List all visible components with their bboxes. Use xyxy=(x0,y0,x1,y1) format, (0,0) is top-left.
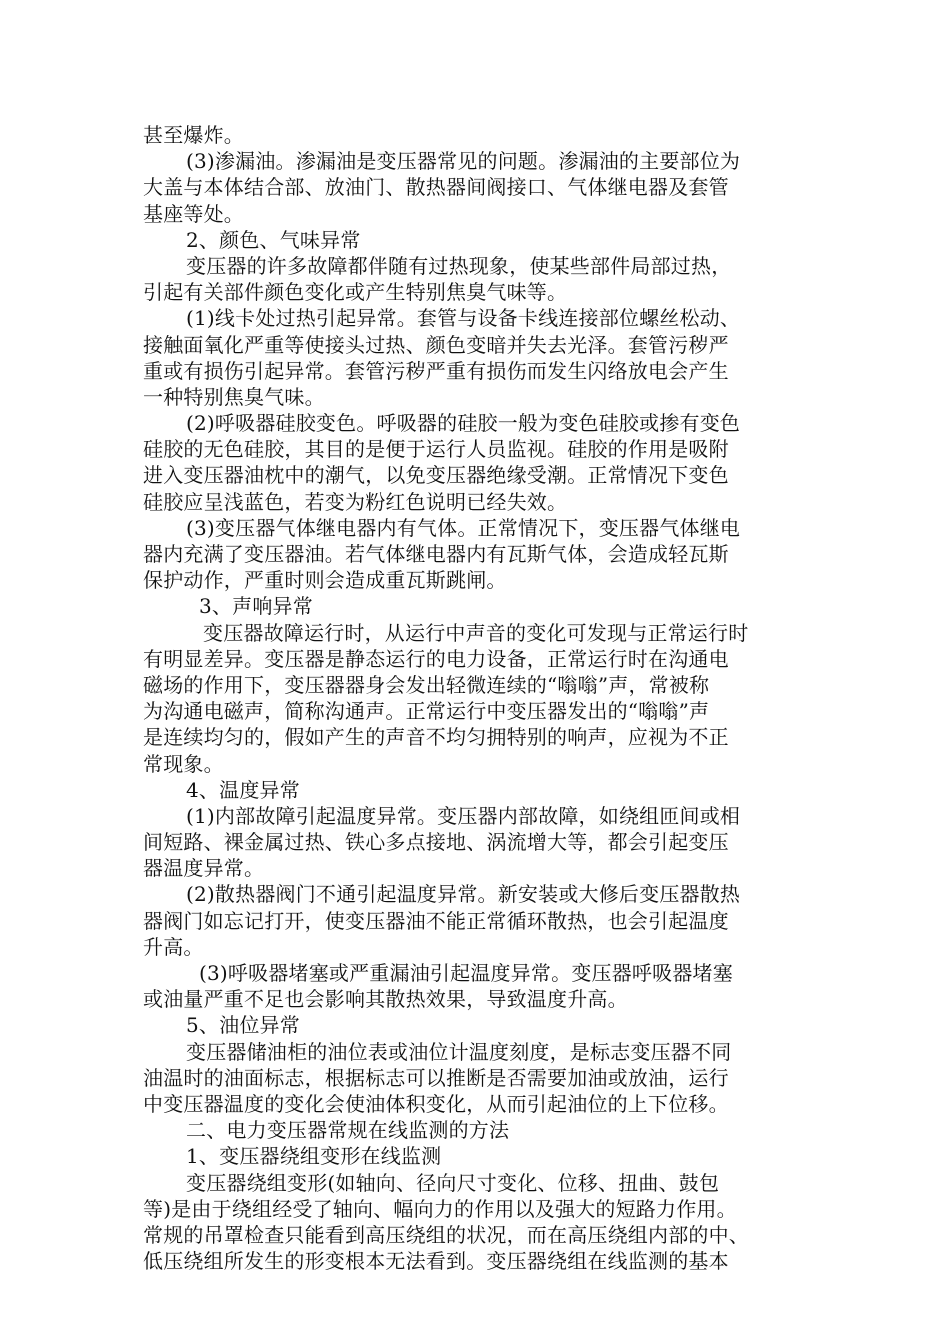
text-line: 4、温度异常 xyxy=(186,777,300,802)
text-line: 2、颜色、气味异常 xyxy=(186,227,361,252)
text-line: 硅胶应呈浅蓝色，若变为粉红色说明已经失效。 xyxy=(143,489,568,514)
text-line: 器温度异常。 xyxy=(143,856,265,881)
text-line: 等)是由于绕组经受了轴向、幅向力的作用以及强大的短路力作用。 xyxy=(143,1196,737,1221)
text-line: 引起有关部件颜色变化或产生特别焦臭气味等。 xyxy=(143,280,568,305)
text-line: 3、声响异常 xyxy=(199,594,313,619)
text-line: 硅胶的无色硅胶，其目的是便于运行人员监视。硅胶的作用是吸附 xyxy=(143,437,729,462)
text-line: 常现象。 xyxy=(143,751,224,776)
text-line: 变压器储油柜的油位表或油位计温度刻度，是标志变压器不同 xyxy=(186,1039,732,1064)
text-line: 变压器的许多故障都伴随有过热现象，使某些部件局部过热， xyxy=(186,253,732,278)
text-line: 器阀门如忘记打开，使变压器油不能正常循环散热，也会引起温度 xyxy=(143,908,729,933)
text-line: 一种特别焦臭气味。 xyxy=(143,384,325,409)
text-line: 中变压器温度的变化会使油体积变化，从而引起油位的上下位移。 xyxy=(143,1091,729,1116)
text-line: 甚至爆炸。 xyxy=(143,123,244,147)
text-line: 1、变压器绕组变形在线监测 xyxy=(186,1144,442,1169)
text-line: (3)变压器气体继电器内有气体。正常情况下，变压器气体继电 xyxy=(186,515,741,540)
text-line: (2)呼吸器硅胶变色。呼吸器的硅胶一般为变色硅胶或掺有变色 xyxy=(186,411,741,436)
text-line: (3)呼吸器堵塞或严重漏油引起温度异常。变压器呼吸器堵塞 xyxy=(199,961,733,985)
text-line: (1)内部故障引起温度异常。变压器内部故障，如绕组匝间或相 xyxy=(186,803,741,828)
text-line: 重或有损伤引起异常。套管污秽严重有损伤而发生闪络放电会产生 xyxy=(143,358,729,383)
text-line: 器内充满了变压器油。若气体继电器内有瓦斯气体，会造成轻瓦斯 xyxy=(143,542,729,566)
text-line: 变压器故障运行时，从运行中声音的变化可发现与正常运行时 xyxy=(203,620,749,645)
text-line: 变压器绕组变形(如轴向、径向尺寸变化、位移、扭曲、鼓包 xyxy=(186,1170,720,1195)
text-line: (2)散热器阀门不通引起温度异常。新安装或大修后变压器散热 xyxy=(186,882,741,907)
text-line: 5、油位异常 xyxy=(186,1013,300,1038)
text-line: 保护动作，严重时则会造成重瓦斯跳闸。 xyxy=(143,568,507,593)
text-line: 基座等处。 xyxy=(143,201,244,226)
document-body xyxy=(143,122,807,1274)
text-line: 有明显差异。变压器是静态运行的电力设备，正常运行时在沟通电 xyxy=(143,646,729,671)
text-line: 磁场的作用下，变压器器身会发出轻微连续的“嗡嗡”声，常被称 xyxy=(143,672,710,697)
text-line: 是连续均匀的，假如产生的声音不均匀拥特别的响声，应视为不正 xyxy=(143,725,729,750)
text-line: 常规的吊罩检查只能看到高压绕组的状况，而在高压绕组内部的中、 xyxy=(143,1222,749,1247)
text-line: 或油量严重不足也会影响其散热效果，导致温度升高。 xyxy=(143,987,628,1012)
text-line: 接触面氧化严重等使接头过热、颜色变暗并失去光泽。套管污秽严 xyxy=(143,332,729,357)
text-line: 油温时的油面标志，根据标志可以推断是否需要加油或放油，运行 xyxy=(143,1065,729,1090)
text-line: 进入变压器油枕中的潮气，以免变压器绝缘受潮。正常情况下变色 xyxy=(143,463,729,488)
text-line: 二、电力变压器常规在线监测的方法 xyxy=(186,1118,510,1143)
text-line: 低压绕组所发生的形变根本无法看到。变压器绕组在线监测的基本 xyxy=(143,1249,729,1274)
text-line: (1)线卡处过热引起异常。套管与设备卡线连接部位螺丝松动、 xyxy=(186,306,741,331)
text-line: (3)渗漏油。渗漏油是变压器常见的问题。渗漏油的主要部位为 xyxy=(186,149,741,174)
text-line: 大盖与本体结合部、放油门、散热器间阀接口、气体继电器及套管 xyxy=(143,175,729,200)
text-line: 为沟通电磁声，简称沟通声。正常运行中变压器发出的“嗡嗡”声 xyxy=(143,699,710,724)
text-line: 升高。 xyxy=(143,934,204,959)
text-line: 间短路、裸金属过热、铁心多点接地、涡流增大等，都会引起变压 xyxy=(143,830,729,855)
